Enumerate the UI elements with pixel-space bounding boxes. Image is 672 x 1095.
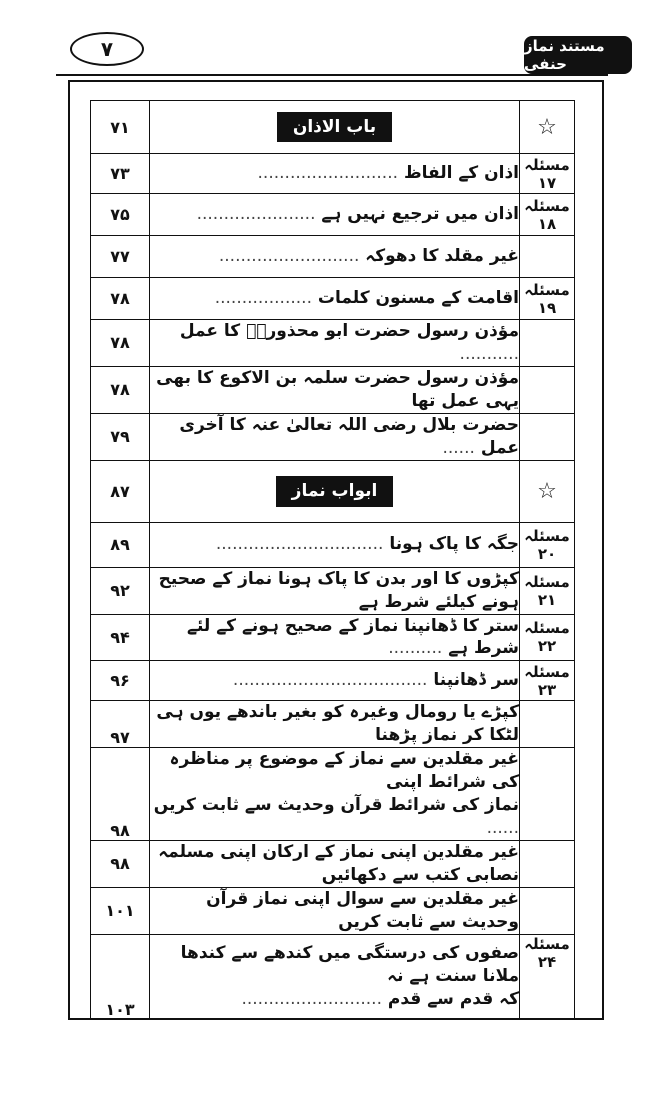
issue-code: مسئلہ ۲۰ bbox=[520, 522, 575, 567]
issue-code: مسئلہ ۲۳ bbox=[520, 661, 575, 701]
page-ref: ۱۰۱ bbox=[91, 887, 150, 934]
issue-code bbox=[520, 887, 575, 934]
entry-text: اذان میں ترجیع نہیں ہے ...................... bbox=[150, 194, 520, 236]
book-title: مستند نماز حنفی bbox=[524, 36, 632, 74]
table-row bbox=[91, 661, 575, 701]
entry-text: اذان کے الفاظ .......................... bbox=[150, 154, 520, 194]
page-ref: ۷۸ bbox=[91, 278, 150, 320]
entry-text: ستر کا ڈھانپنا نماز کے صحیح ہونے کے لئے شرط ہے .......... bbox=[150, 614, 520, 661]
table-row bbox=[91, 413, 575, 460]
page-ref: ۸۷ bbox=[91, 460, 150, 522]
issue-code bbox=[520, 320, 575, 367]
entry-text: سر ڈھانپنا .................................... bbox=[150, 661, 520, 701]
entry-text: مؤذن رسول حضرت ابو محذورہؓ کا عمل ........... bbox=[150, 320, 520, 367]
page-ref: ۷۸ bbox=[91, 366, 150, 413]
entry-text: کپڑے یا رومال وغیرہ کو بغیر باندھے یوں ہی لٹکا کر نماز پڑھنا bbox=[150, 701, 520, 748]
section-title-cell bbox=[150, 101, 520, 154]
header-rule bbox=[56, 74, 608, 76]
entry-text: غیر مقلدین سے نماز کے موضوع پر مناظرہ کی شرائط اپنی نماز کی شرائط قرآن وحدیث سے ثابت کریں ...... bbox=[150, 748, 520, 841]
section-title-cell bbox=[150, 460, 520, 522]
table-row bbox=[91, 614, 575, 661]
page-ref: ۷۵ bbox=[91, 194, 150, 236]
page-ref: ۹۲ bbox=[91, 567, 150, 614]
section-title: ابواب نماز bbox=[276, 476, 394, 507]
table-row bbox=[91, 748, 575, 841]
table-row bbox=[91, 522, 575, 567]
page-ref: ۹۸ bbox=[91, 841, 150, 888]
table-row bbox=[91, 934, 575, 1019]
issue-code bbox=[520, 748, 575, 841]
issue-code: مسئلہ ۲۴ bbox=[520, 934, 575, 1019]
issue-code bbox=[520, 366, 575, 413]
entry-text: مؤذن رسول حضرت سلمہ بن الاکوع کا بھی یہی عمل تھا bbox=[150, 366, 520, 413]
table-row bbox=[91, 567, 575, 614]
page-ref: ۸۹ bbox=[91, 522, 150, 567]
page-ref: ۷۷ bbox=[91, 236, 150, 278]
page-ref: ۷۸ bbox=[91, 320, 150, 367]
issue-code bbox=[520, 701, 575, 748]
table-row bbox=[91, 366, 575, 413]
page-ref: ۹۶ bbox=[91, 661, 150, 701]
issue-code: مسئلہ ۱۹ bbox=[520, 278, 575, 320]
table-row bbox=[91, 320, 575, 367]
table-row bbox=[91, 701, 575, 748]
page-ref: ۹۸ bbox=[91, 748, 150, 841]
star-icon: ☆ bbox=[520, 101, 575, 154]
issue-code bbox=[520, 841, 575, 888]
star-icon: ☆ bbox=[520, 460, 575, 522]
table-row bbox=[91, 194, 575, 236]
entry-text: جگہ کا پاک ہونا ............................... bbox=[150, 522, 520, 567]
page-ref: ۷۹ bbox=[91, 413, 150, 460]
table-of-contents bbox=[90, 100, 575, 1020]
table-row bbox=[91, 887, 575, 934]
page-ref: ۷۱ bbox=[91, 101, 150, 154]
entry-text: حضرت بلال رضی اللہ تعالیٰ عنہ کا آخری عمل ...... bbox=[150, 413, 520, 460]
issue-code: مسئلہ ۲۱ bbox=[520, 567, 575, 614]
page-ref: ۹۷ bbox=[91, 701, 150, 748]
page-ref: ۱۰۳ bbox=[91, 934, 150, 1019]
entry-text: کپڑوں کا اور بدن کا پاک ہونا نماز کے صحیح ہونے کیلئے شرط ہے bbox=[150, 567, 520, 614]
table-row bbox=[91, 236, 575, 278]
issue-code: مسئلہ ۱۷ bbox=[520, 154, 575, 194]
table-row bbox=[91, 841, 575, 888]
issue-code: مسئلہ ۱۸ bbox=[520, 194, 575, 236]
issue-code bbox=[520, 236, 575, 278]
entry-text: غیر مقلدین اپنی نماز کے ارکان اپنی مسلمہ نصابی کتب سے دکھائیں bbox=[150, 841, 520, 888]
issue-code bbox=[520, 413, 575, 460]
section-row bbox=[91, 460, 575, 522]
entry-text: غیر مقلد کا دھوکہ .......................... bbox=[150, 236, 520, 278]
table-row bbox=[91, 154, 575, 194]
issue-code: مسئلہ ۲۲ bbox=[520, 614, 575, 661]
page-ref: ۷۳ bbox=[91, 154, 150, 194]
entry-text: صفوں کی درستگی میں کندھے سے کندھا ملانا سنت ہے نہ کہ قدم سے قدم .......................... bbox=[150, 934, 520, 1019]
page-number: ۷ bbox=[70, 32, 144, 66]
section-row bbox=[91, 101, 575, 154]
table-row bbox=[91, 278, 575, 320]
section-title: باب الاذان bbox=[277, 112, 392, 143]
page-ref: ۹۴ bbox=[91, 614, 150, 661]
entry-text: اقامت کے مسنون کلمات .................. bbox=[150, 278, 520, 320]
entry-text: غیر مقلدین سے سوال اپنی نماز قرآن وحدیث سے ثابت کریں bbox=[150, 887, 520, 934]
